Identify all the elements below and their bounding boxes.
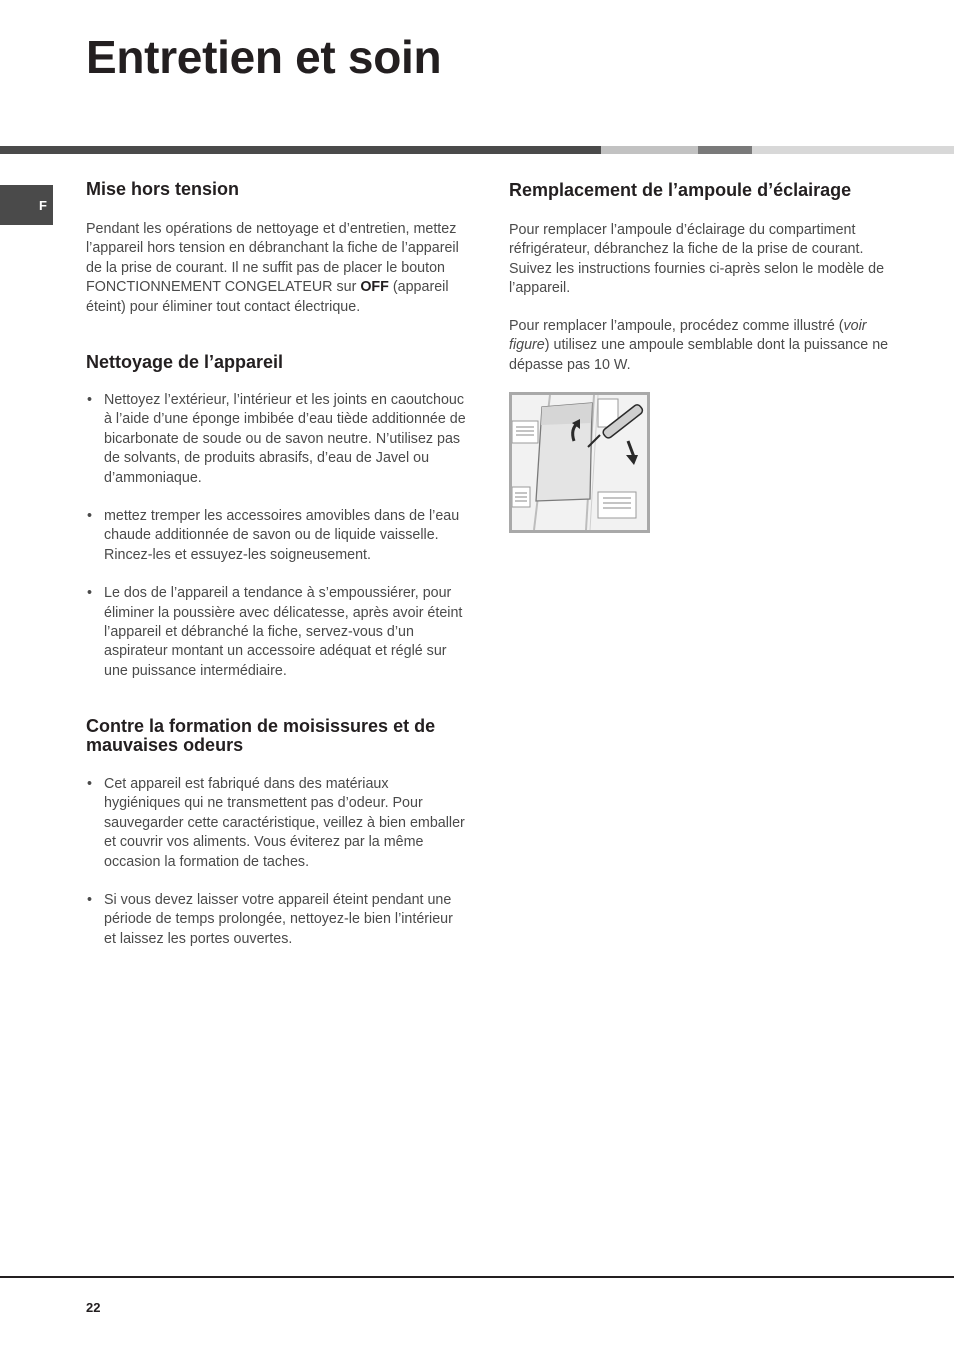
page-title: Entretien et soin: [86, 31, 442, 83]
list-moisissures: [86, 775, 466, 968]
list-nettoyage: [86, 391, 466, 700]
heading-nettoyage: Nettoyage de l’appareil: [86, 352, 284, 372]
paragraph-mise-hors-tension: [86, 220, 466, 317]
text-bold-off: OFF: [360, 279, 389, 296]
bulb-replacement-illustration: [512, 395, 647, 530]
text-segment-after: ) utilisez une ampoule semblable dont la puissance ne dépasse pas 10 W.: [509, 337, 889, 373]
text-segment: Pendant les opérations de nettoyage et d’entretien, mettez l’appareil hors tension en débranchant la fiche de l’appareil de la prise de courant. Il ne suffit pas de placer le bouton FONCTIONNEMENT CONGELATEUR sur: [86, 221, 459, 296]
list-item: • Si vous devez laisser votre appareil éteint pendant une période de temps prolongée, nettoyez-le bien l’intérieur et laissez les portes ouvertes.: [86, 891, 466, 949]
text-segment: Pour remplacer l’ampoule, procédez comme illustré (: [509, 318, 844, 334]
header-rule-light-end: [752, 146, 954, 154]
heading-mise-hors-tension: Mise hors tension: [86, 179, 240, 199]
list-item: • Cet appareil est fabriqué dans des matériaux hygiéniques qui ne transmettent pas d’odeur. Pour sauvegarder cette caractéristique, veillez à bien emballer et couvrir vos aliments. Vous éviterez par la même occasion la formation de taches.: [86, 775, 466, 872]
language-tab: F: [0, 185, 53, 225]
text-segment-after: (appareil éteint) pour éliminer tout contact électrique.: [86, 279, 449, 315]
list-item: • Le dos de l’appareil a tendance à s’empoussiérer, pour éliminer la poussière avec délicatesse, après avoir éteint l’appareil et débranché la fiche, servez-vous d’un aspirateur montant un accessoire adéquat et réglé sur une puissance intermédiaire.: [86, 584, 466, 681]
text-italic: voir figure: [509, 318, 867, 354]
list-item: • Nettoyez l’extérieur, l’intérieur et les joints en caoutchouc à l’aide d’une éponge imbibée d’eau tiède additionnée de bicarbonate de soude ou de savon neutre. N’utilisez pas de solvants, de produits abrasifs, d’eau de Javel ou d’ammoniaque.: [86, 391, 466, 488]
page-number: 22: [86, 1300, 101, 1315]
footer-rule: [0, 1276, 954, 1278]
list-item: • mettez tremper les accessoires amovibles dans de l’eau chaude additionnée de savon ou de liquide vaisselle. Rincez-les et essuyez-les soigneusement.: [86, 507, 466, 565]
heading-moisissures: Contre la formation de moisissures et de mauvaises odeurs: [86, 716, 436, 755]
paragraph-ampoule-2: [509, 317, 899, 375]
header-rule-light: [601, 146, 698, 154]
header-rule-mid: [698, 146, 752, 154]
bulb-replacement-figure: [509, 392, 650, 533]
header-rule-dark: [0, 146, 601, 154]
paragraph-ampoule-1: Pour remplacer l’ampoule d’éclairage du compartiment réfrigérateur, débranchez la fiche de la prise de courant. Suivez les instructions fournies ci-après selon le modèle de l’appareil.: [509, 222, 885, 297]
heading-ampoule: Remplacement de l’ampoule d’éclairage: [509, 180, 852, 200]
